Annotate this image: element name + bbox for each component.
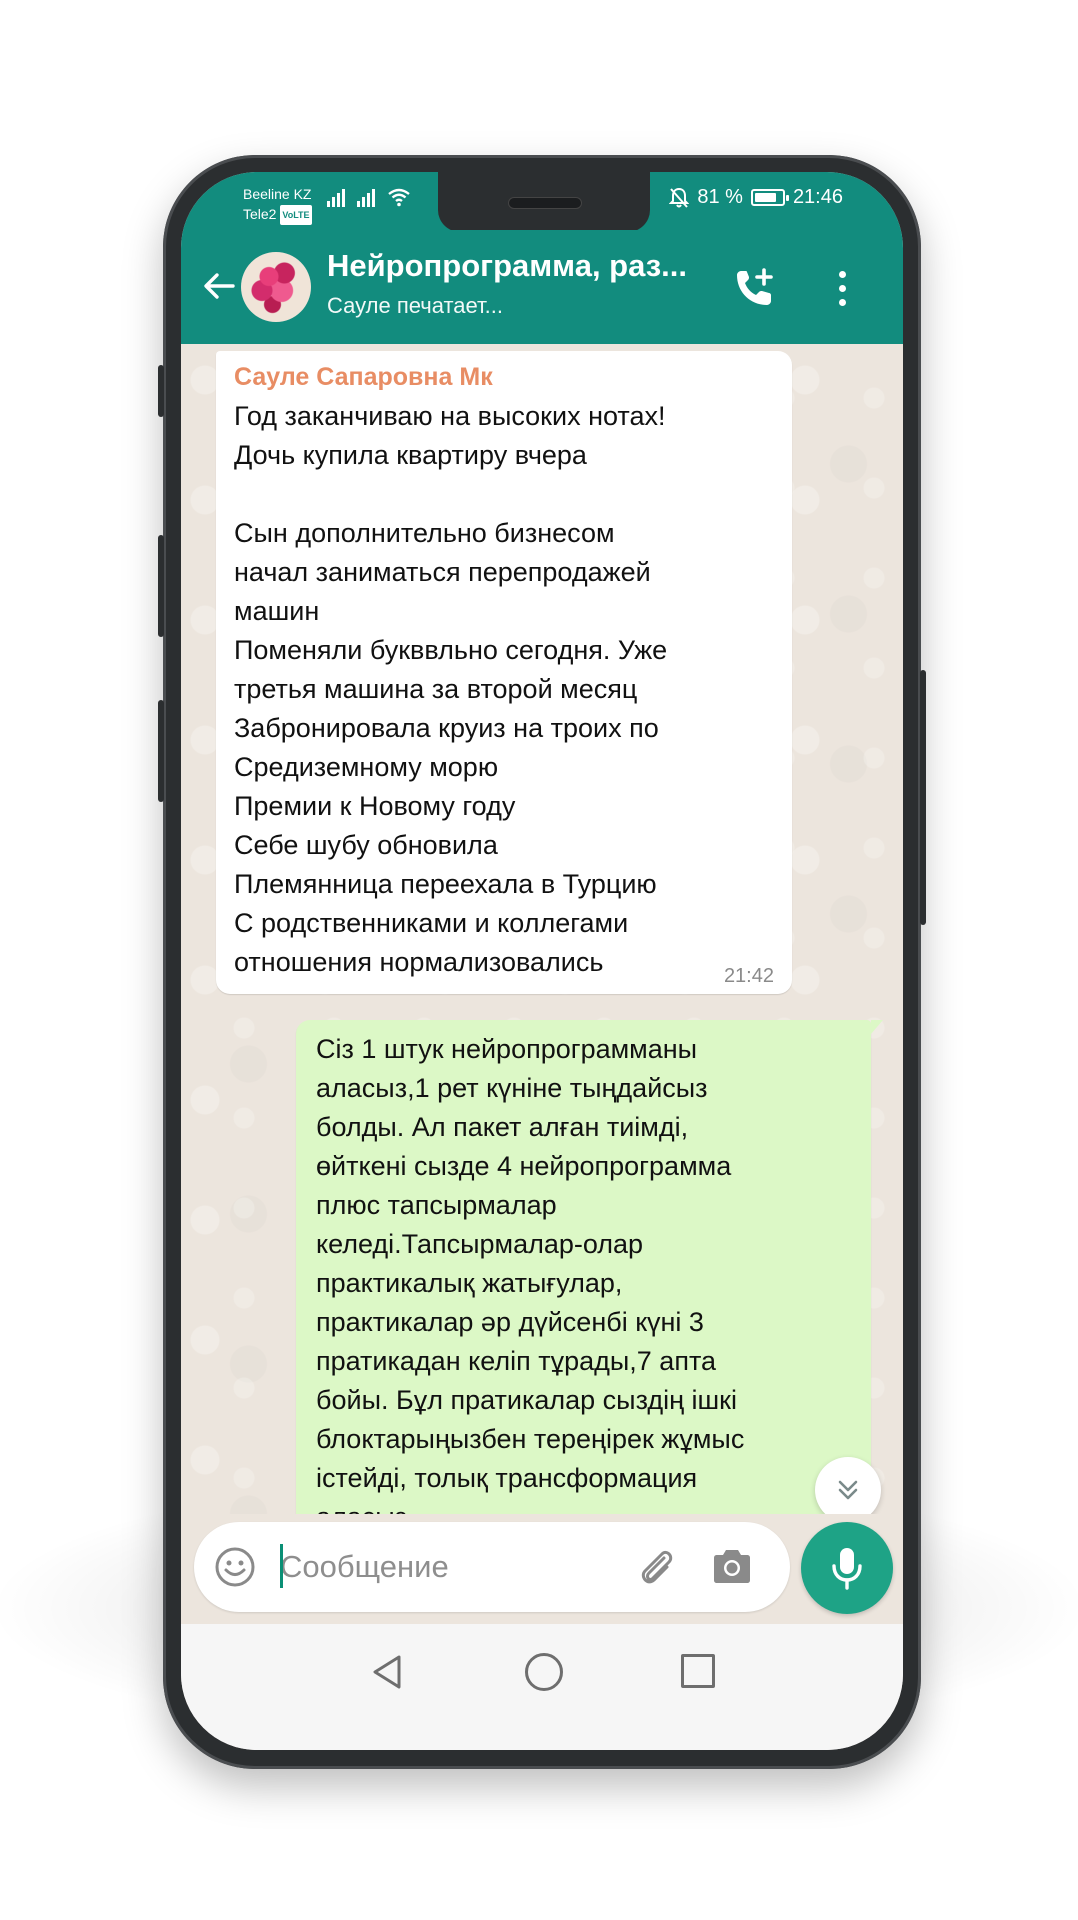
message-line: начал заниматься перепродажей (234, 557, 651, 587)
signal-1-icon (327, 187, 345, 207)
camera-notch (438, 172, 650, 232)
message-line: практикалық жатығулар, (316, 1268, 623, 1298)
message-line: Поменяли букввльно сегодня. Уже (234, 635, 668, 665)
message-line: бойы. Бұл пратикалар сыздің ішкі (316, 1385, 737, 1415)
chat-title[interactable]: Нейропрограмма, раз... (327, 248, 687, 283)
system-nav-bar (181, 1624, 903, 1750)
message-line: істейді, толық трансформация (316, 1463, 698, 1493)
status-time: 21:46 (792, 186, 843, 208)
status-right (669, 186, 843, 209)
message-line: Забронировала круиз на троих по (234, 713, 659, 743)
message-line: Себе шубу обновила (234, 830, 498, 860)
message-line: аласыз,1 рет күніне тыңдайсыз (316, 1073, 708, 1103)
message-line: Год заканчиваю на высоких нотах! (234, 401, 666, 431)
message-line: третья машина за второй месяц (234, 674, 638, 704)
more-vert-icon[interactable] (837, 268, 847, 308)
message-line: пратикадан келіп тұрады,7 апта (316, 1346, 717, 1376)
message-incoming[interactable] (216, 351, 792, 994)
signal-2-icon (357, 187, 375, 207)
phone-side-button (920, 670, 926, 925)
message-text (234, 397, 774, 982)
emoji-icon[interactable] (214, 1546, 256, 1588)
sender-name: Сауле Сапаровна Мк (234, 363, 493, 391)
message-line: келеді.Тапсырмалар-олар (316, 1229, 644, 1259)
message-time: 21:42 (723, 965, 774, 987)
carrier-2-row (243, 204, 312, 225)
message-line: практикалар әр дүйсенбі күні 3 (316, 1307, 704, 1337)
message-line: блоктарыңызбен тереңірек жұмыс (316, 1424, 745, 1454)
nav-back-icon[interactable] (371, 1654, 403, 1690)
attach-icon[interactable] (634, 1544, 680, 1590)
add-call-icon[interactable] (732, 266, 776, 310)
status-bar (181, 172, 903, 230)
battery-percent: 81 % (697, 186, 743, 208)
compose-bar (181, 1514, 903, 1624)
carrier-1: Beeline KZ (243, 186, 312, 202)
nav-home-icon[interactable] (525, 1653, 563, 1691)
phone-screen (181, 172, 903, 1750)
message-line: болды. Ал пакет алған тиімді, (316, 1112, 689, 1142)
message-input[interactable] (280, 1542, 580, 1592)
double-chevron-down-icon (835, 1477, 861, 1503)
battery-icon (751, 189, 785, 206)
voice-record-button[interactable] (801, 1522, 893, 1614)
bell-muted-icon (669, 187, 689, 209)
message-line: С родственниками и коллегами (234, 908, 629, 938)
message-text (316, 1030, 849, 1537)
phone-side-button (158, 535, 164, 637)
carrier-2: Tele2 (243, 206, 277, 222)
volte-badge: VoLTE (280, 205, 311, 225)
message-line (234, 475, 774, 514)
compose-pill (194, 1522, 790, 1612)
camera-icon[interactable] (710, 1546, 754, 1586)
phone-side-button (158, 365, 164, 417)
carrier-info (243, 184, 312, 225)
message-line: Премии к Новому году (234, 791, 516, 821)
earpiece-speaker (508, 197, 582, 209)
message-line: плюс тапсырмалар (316, 1190, 557, 1220)
text-caret (280, 1544, 283, 1588)
nav-recents-icon[interactable] (681, 1654, 715, 1688)
phone-side-button (158, 700, 164, 802)
typing-status: Сауле печатает... (327, 293, 503, 318)
signal-icons (327, 187, 411, 207)
microphone-icon (830, 1546, 864, 1590)
message-line: Средиземному морю (234, 752, 499, 782)
back-arrow-icon[interactable] (199, 266, 239, 306)
message-line: Сын дополнительно бизнесом (234, 518, 615, 548)
message-line: Дочь купила квартиру вчера (234, 440, 587, 470)
message-line: Племянница переехала в Турцию (234, 869, 657, 899)
chat-header (181, 230, 903, 344)
group-avatar[interactable] (241, 252, 311, 322)
message-outgoing[interactable] (296, 1020, 871, 1551)
message-line: өйткені сызде 4 нейропрограмма (316, 1151, 732, 1181)
message-line: машин (234, 596, 320, 626)
wifi-icon (387, 187, 411, 207)
message-line: отношения нормализовались (234, 947, 604, 977)
message-line: Сіз 1 штук нейропрограмманы (316, 1034, 698, 1064)
